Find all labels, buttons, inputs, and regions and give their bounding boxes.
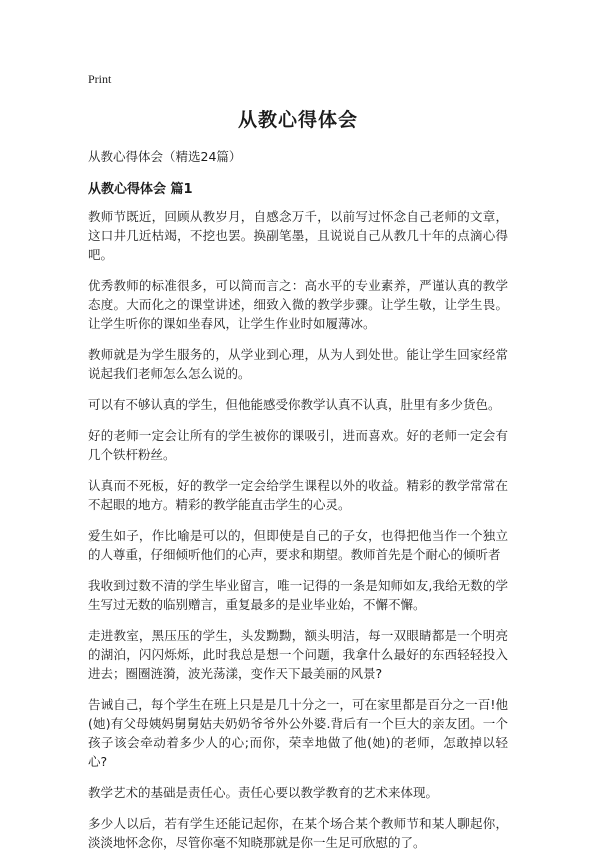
section-heading: 从教心得体会 篇1 — [88, 182, 193, 197]
paragraph-7: 爱生如子，作比喻是可以的，但即使是自己的子女，也得把他当作一个独立的人尊重，仔细倾听他们的心声，要求和期望。教师首先是个耐心的倾听者 — [88, 528, 508, 562]
paragraph-8: 我收到过数不清的学生毕业留言，唯一记得的一条是知师如友,我给无数的学生写过无数的临别赠言，重复最多的是业毕业始，不懈不懈。 — [88, 578, 508, 612]
paragraph-1: 教师节既近，回顾从教岁月，自感念万千，以前写过怀念自己老师的文章，这口井几近枯竭，不挖也罢。换副笔墨，且说说自己从教几十年的点滴心得吧。 — [88, 209, 508, 262]
paragraph-9: 走进教室，黑压压的学生，头发黝黝，额头明洁，每一双眼睛都是一个明亮的湖泊，闪闪烁烁，此时我总是想一个问题，我拿什么最好的东西轻轻投入进去；圈圈涟漪，波光荡漾，变作天下最美丽的风景? — [88, 628, 508, 681]
page-title: 从教心得体会 — [237, 109, 358, 131]
print-link[interactable]: Print — [88, 72, 112, 86]
paragraph-3: 教师就是为学生服务的，从学业到心理，从为人到处世。能让学生回家经常说起我们老师怎么怎么说的。 — [88, 347, 508, 381]
paragraph-4: 可以有不够认真的学生，但他能感受你教学认真不认真，肚里有多少货色。 — [88, 397, 501, 412]
paragraph-2: 优秀教师的标准很多，可以简而言之：高水平的专业素养，严谨认真的教学态度。大而化之的课堂讲述，细致入微的教学步骤。让学生敬，让学生畏。让学生听你的课如坐春风，让学生作业时如履薄冰。 — [88, 278, 508, 331]
subtitle: 从教心得体会（精选24篇） — [88, 149, 242, 164]
paragraph-6: 认真而不死板，好的教学一定会给学生课程以外的收益。精彩的教学常常在不起眼的地方。精彩的教学能直击学生的心灵。 — [88, 478, 508, 512]
paragraph-10: 告诫自己，每个学生在班上只是是几十分之一，可在家里都是百分之一百!他(她)有父母姨妈舅舅姑夫奶奶爷爷外公外婆.背后有一个巨大的亲友团。一个孩子该会牵动着多少人的心;而你，荣幸地做了他(她)的老师，怎敢掉以轻心? — [88, 697, 508, 769]
paragraph-11: 教学艺术的基础是责任心。责任心要以教学教育的艺术来体现。 — [88, 785, 439, 800]
paragraph-5: 好的老师一定会让所有的学生被你的课吸引，进而喜欢。好的老师一定会有几个铁杆粉丝。 — [88, 428, 508, 462]
paragraph-12: 多少人以后，若有学生还能记起你，在某个场合某个教师节和某人聊起你，淡淡地怀念你，尽管你毫不知晓那就是你一生足可欣慰的了。 — [88, 816, 508, 850]
